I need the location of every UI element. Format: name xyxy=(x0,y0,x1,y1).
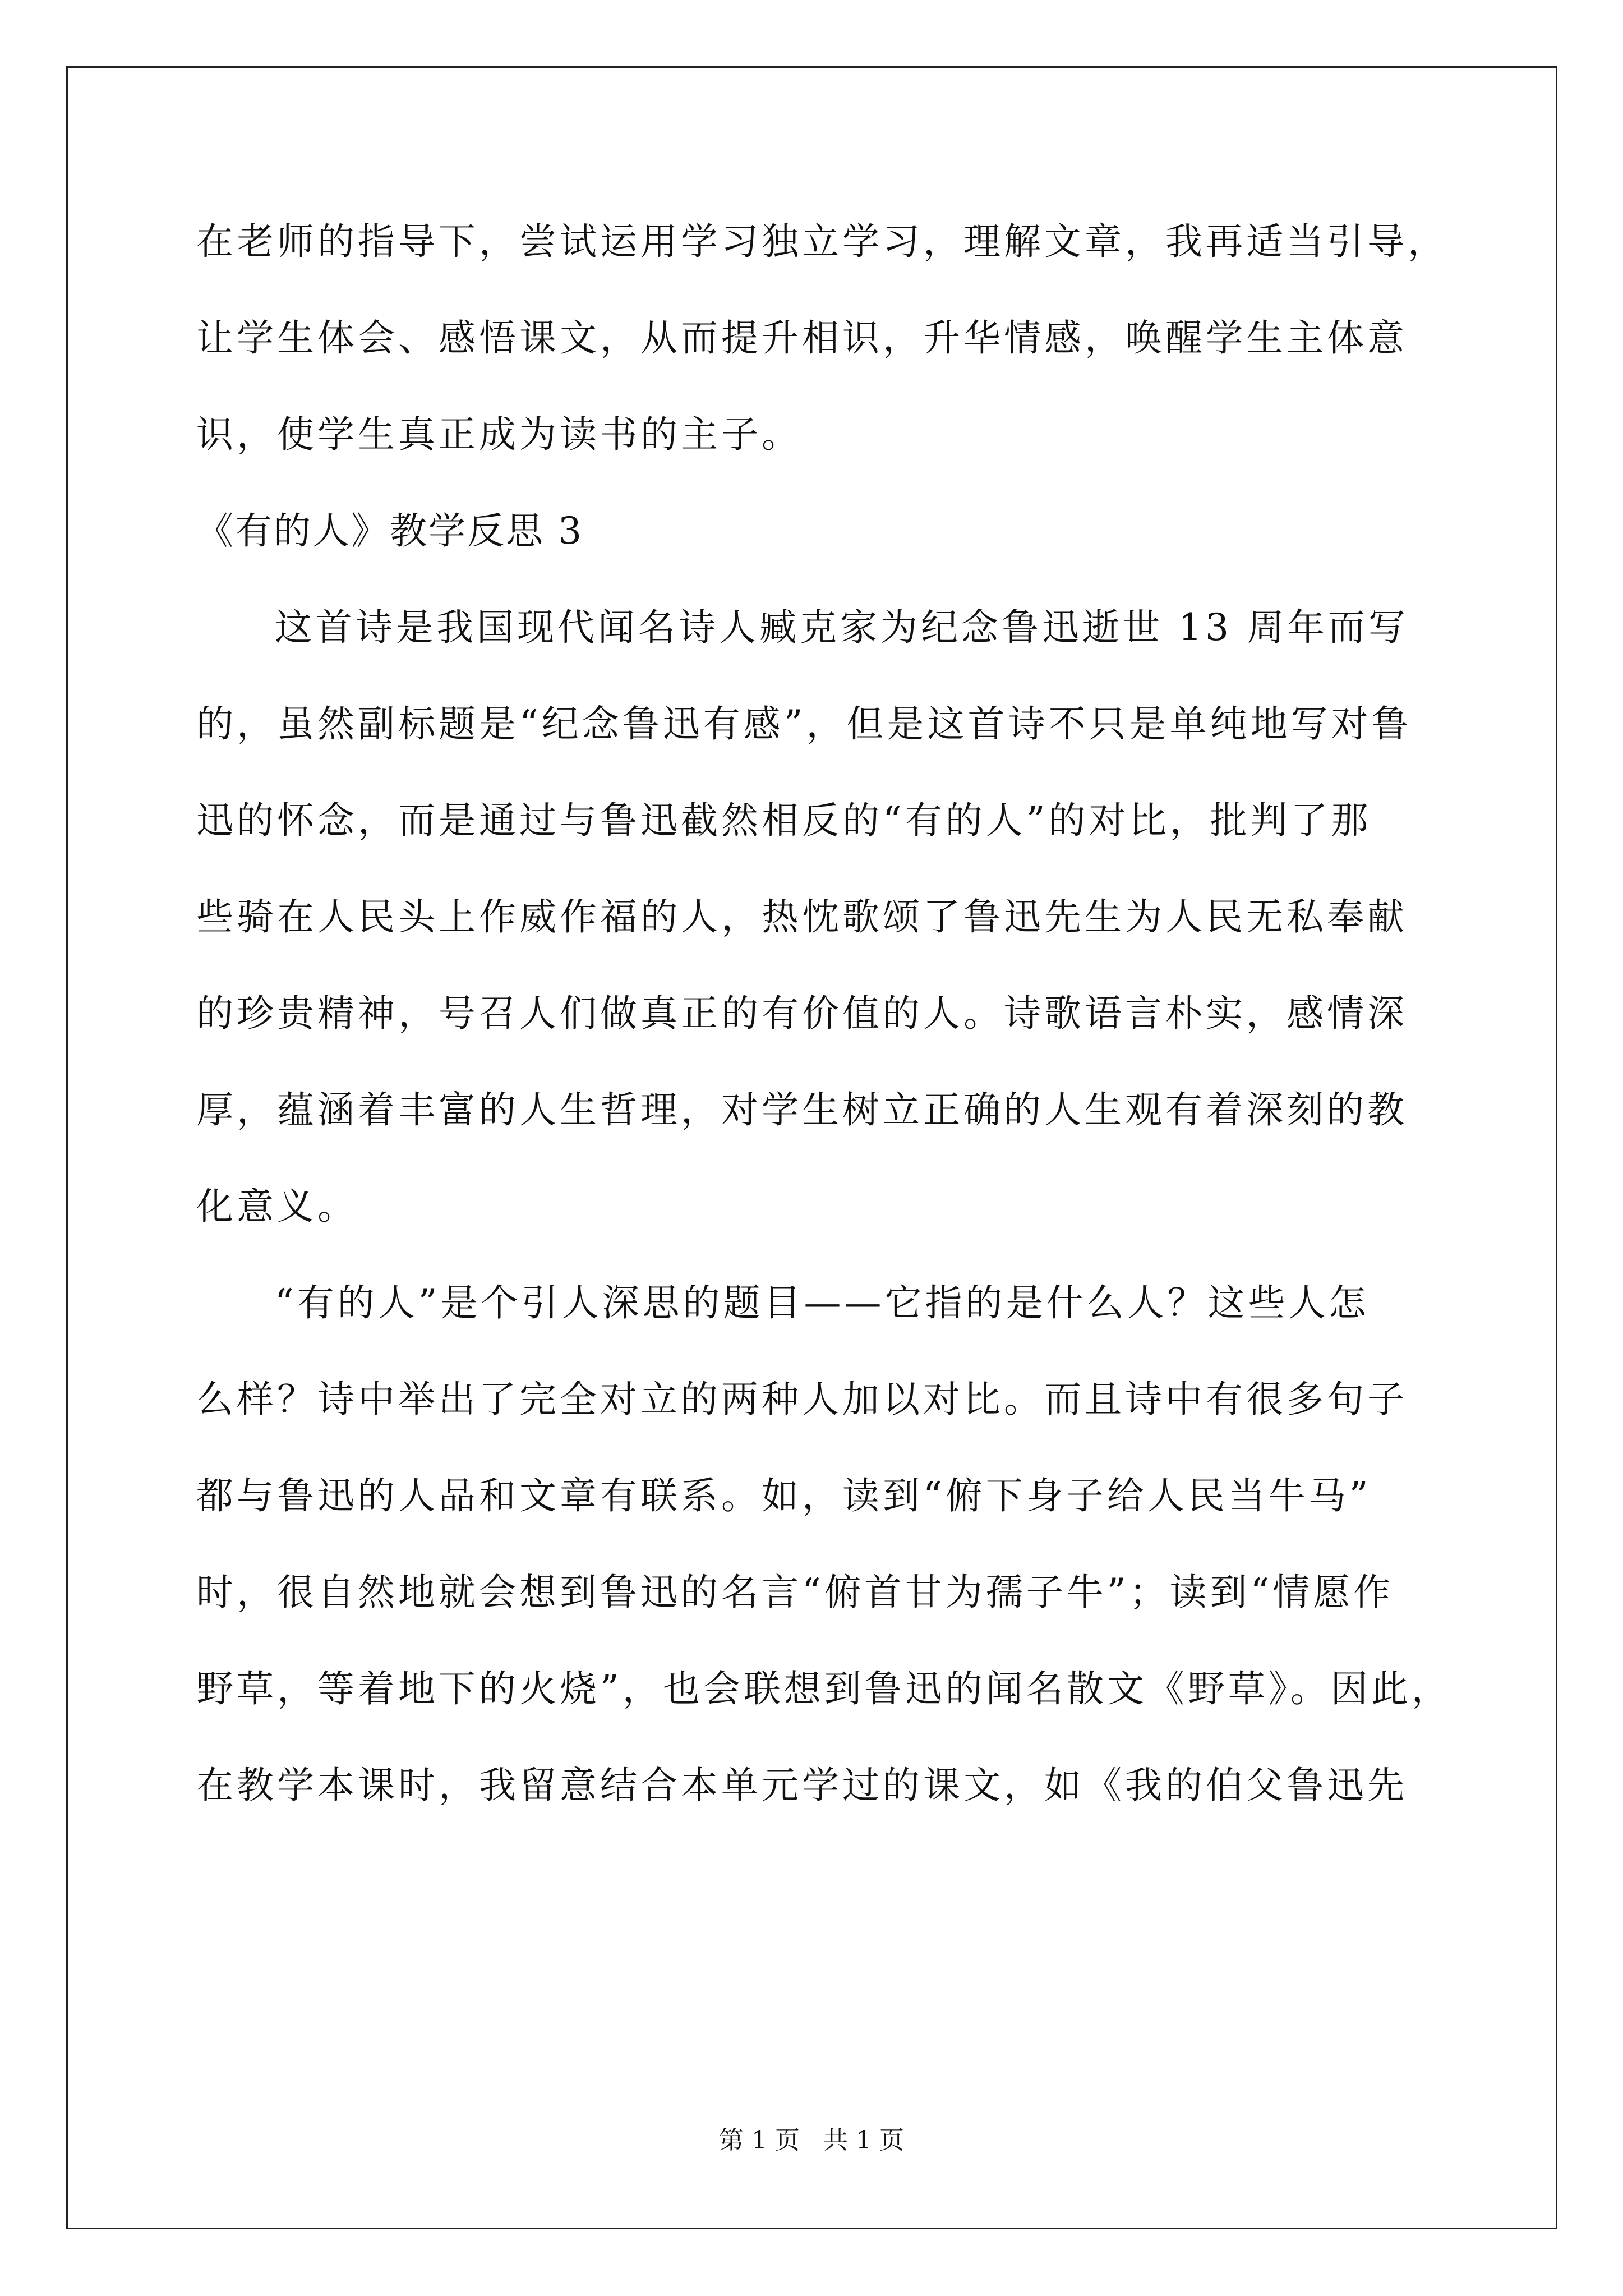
text-line: 么样？诗中举出了完全对立的两种人加以对比。而且诗中有很多句子 xyxy=(196,1378,1408,1421)
text-line: 的珍贵精神，号召人们做真正的有价值的人。诗歌语言朴实，感情深 xyxy=(196,992,1408,1035)
paragraph-start-line: “有的人”是个引人深思的题目——它指的是什么人？这些人怎 xyxy=(275,1281,1370,1324)
text-line: 的，虽然副标题是“纪念鲁迅有感”，但是这首诗不只是单纯地写对鲁 xyxy=(196,702,1412,746)
document-body xyxy=(196,214,1452,1855)
text-line: 让学生体会、感悟课文，从而提升相识，升华情感，唤醒学生主体意 xyxy=(196,316,1408,360)
section-heading: 《有的人》教学反思 3 xyxy=(196,509,583,553)
text-line: 在老师的指导下，尝试运用学习独立学习，理解文章，我再适当引导， xyxy=(196,220,1448,263)
text-line: 都与鲁迅的人品和文章有联系。如，读到“俯下身子给人民当牛马” xyxy=(196,1474,1372,1517)
text-line: 些骑在人民头上作威作福的人，热忱歌颂了鲁迅先生为人民无私奉献 xyxy=(196,895,1408,938)
text-line: 识，使学生真正成为读书的主子。 xyxy=(196,413,802,456)
text-line: 化意义。 xyxy=(196,1185,358,1228)
paragraph-start-line: 这首诗是我国现代闻名诗人臧克家为纪念鲁迅逝世 13 周年而写 xyxy=(275,606,1409,649)
text-line: 野草，等着地下的火烧”，也会联想到鲁迅的闻名散文《野草》。因此， xyxy=(196,1667,1452,1710)
text-line: 迅的怀念，而是通过与鲁迅截然相反的“有的人”的对比，批判了那 xyxy=(196,799,1372,842)
page-number-footer: 第 1 页 共 1 页 xyxy=(719,2126,904,2155)
text-line: 在教学本课时，我留意结合本单元学过的课文，如《我的伯父鲁迅先 xyxy=(196,1764,1408,1807)
text-line: 时，很自然地就会想到鲁迅的名言“俯首甘为孺子牛”；读到“情愿作 xyxy=(196,1571,1394,1614)
text-line: 厚，蕴涵着丰富的人生哲理，对学生树立正确的人生观有着深刻的教 xyxy=(196,1088,1408,1131)
